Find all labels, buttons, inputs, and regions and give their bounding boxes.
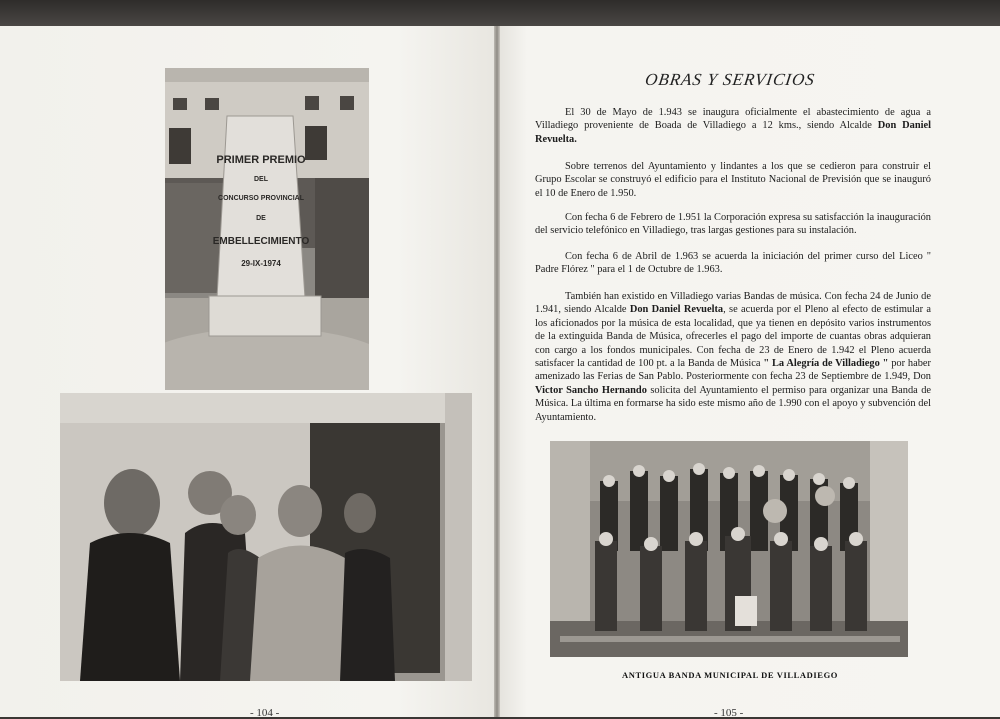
p4-text: Con fecha 6 de Abril de 1.963 se acuerda la iniciación del primer curso del Liceo " Padre Flórez " para el 1 de Octubre de 1.963. [535, 251, 931, 276]
page-title: OBRAS Y SERVICIOS [643, 70, 817, 89]
monument-date: 29-IX-1974 [241, 259, 281, 268]
paragraph-5 [535, 290, 931, 424]
p5-text-c: , se acuerda por el Pleno al efecto de estimular a los aficionados por la música de esta localidad, que ya tienen en depósito varios instrumentos de la extinguida Banda de Música, ofrecerles el pago del importe de cuantas obras adquieran con cargo a los fondos municipales. Con fecha de 23 de Enero de 1.942 el Pleno acuerda satisfacer la cantidad de 100 pt. a la Banda de Música [535, 304, 932, 370]
paragraph-4 [535, 250, 931, 277]
monument-photo [165, 68, 369, 390]
monument-line2: DEL [254, 176, 268, 183]
paragraph-2 [535, 160, 931, 200]
p1-name: Don Daniel Revuelta. [535, 120, 931, 145]
monument-line1: PRIMER PREMIO [216, 154, 306, 166]
band-photo-caption: ANTIGUA BANDA MUNICIPAL DE VILLADIEGO [622, 670, 838, 680]
monument-line4: DE [256, 215, 266, 222]
p5-text-a: También han existido en Villadiego varias Bandas de música. Con fecha 24 de Junio de 1.941, siendo Alcalde [535, 291, 931, 316]
p5-name-1: Don Daniel Revuelta [629, 304, 724, 316]
monument-line5: EMBELLECIMIENTO [212, 236, 310, 247]
right-page-number: - 105 - [714, 707, 744, 719]
book-spine [494, 26, 500, 717]
p5-text-e: por haber amenizado las Ferias de San Pablo. Posteriormente con fecha 23 de Septiembre de 1.949, Don [535, 358, 931, 383]
monument-line3: CONCURSO PROVINCIAL [218, 195, 304, 202]
dignitaries-photo [60, 393, 472, 681]
paragraph-1 [535, 106, 931, 146]
p5-text-g: solicita del Ayuntamiento el permiso para organizar una Banda de Música. La última en formarse ha sido este mismo año de 1.990 con el apoyo y subvención del Ayuntamiento. [535, 384, 931, 423]
p3-text: Con fecha 6 de Febrero de 1.951 la Corporación expresa su satisfacción la inauguración del servicio telefónico en Villadiego, tras largas gestiones para su instalación. [535, 212, 931, 237]
p5-band-name: " La Alegría de Villadiego " [763, 358, 889, 370]
scan-top-edge [0, 0, 1000, 26]
band-photo [550, 441, 908, 657]
p5-name-2: Victor Sancho Hernando [535, 384, 647, 396]
p1-text: El 30 de Mayo de 1.943 se inaugura oficialmente el abastecimiento de agua a Villadiego proveniente de Boada de Villadiego a 12 kms., siendo Alcalde [535, 107, 931, 132]
paragraph-3 [535, 211, 931, 238]
p2-text: Sobre terrenos del Ayuntamiento y lindantes a los que se cedieron para construir el Grupo Escolar se construyó el edificio para el Instituto Nacional de Previsión que se inauguró el 10 de Enero de 1.950. [535, 161, 931, 199]
left-page-number: - 104 - [250, 707, 280, 719]
